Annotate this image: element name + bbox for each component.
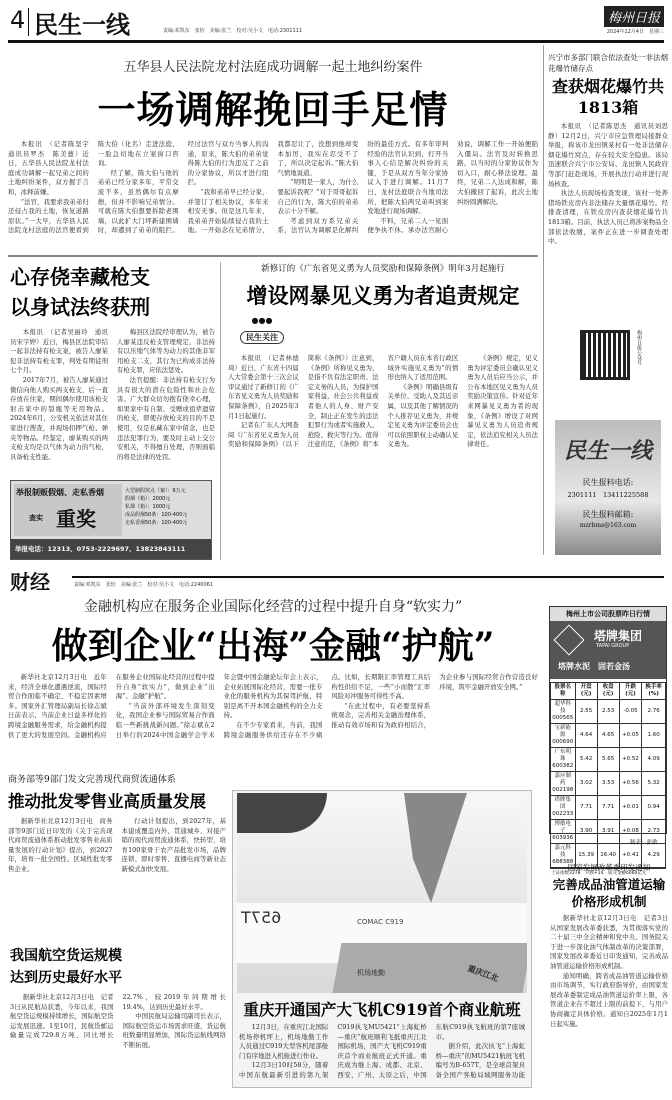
aviation-story-headline-2: 达到历史最好水平 <box>10 970 122 986</box>
stock-name: 嘉元科技 688388 <box>551 844 576 868</box>
stock-cell: 3.90 <box>575 820 597 844</box>
gun-story-headline-1: 心存侥幸藏枪支 <box>10 265 150 289</box>
c919-photo <box>237 793 527 993</box>
stock-cell: 4.65 <box>597 724 619 748</box>
stock-cell: 4.29 <box>642 844 666 868</box>
stock-credit: 制表：张敏 <box>630 840 658 846</box>
side-story-headline: 查获烟花爆竹共1813箱 <box>551 77 664 117</box>
brave-story-body: 本报讯 （记者林德琦）近日，广东省十四届人大常委会第十三次会议审议通过了新修订的《广东省见义勇为人员奖励和保障条例》，自2025年3月1日起施行。 记者在广东人大网查阅《广东省见义勇为人员奖励和保障条例》（以下简称《条例》）注意到，《条例》所称见义勇为，是指不负有法定职责、法定义务的人员，为保护国家利益、社会公共利益或者他人的人身、财产安全，制止正在发生的违法犯罪行为或者实施救人、抢险、救灾等行为。值得注意的是，《条例》将“本省户籍人员在本省行政区域外实施见义勇为”的情形也纳入了适用范围。 《条例》明确县级有关单位、受助人及其近亲属，以及其他了解情况的个人推荐见义勇为，并规定见义勇为评定委员会也可以依照职权主动确认见义勇为。 《条例》规定，见义勇为评定委员会确认见义勇为人员后应当公示，并公布本地区见义勇为人员奖励决策宣传。针对近年来网暴见义勇为者的现象，《条例》增设了对网暴见义勇为人员追责规定，依法追究相关人员法律责任。 <box>228 354 538 449</box>
sponsor-name: 塔牌集团 <box>594 629 643 643</box>
side-story <box>548 52 668 332</box>
stock-name: 宝新能源 000690 <box>551 724 576 748</box>
stock-cell: +0.41 <box>619 844 642 868</box>
stock-cell: +0.01 <box>619 796 642 820</box>
ad-hotline: 举报电话：12313、0753-2229697、13823843111 <box>11 539 211 559</box>
stock-cell: 7.71 <box>575 796 597 820</box>
promo-hotline: 2301111 13411225588 <box>567 491 649 499</box>
stock-header-row: 股票名称 开盘(元) 收盘(元) 升跌(元) 换手率(%) <box>551 683 666 700</box>
stock-cell: -0.05 <box>619 700 642 724</box>
stock-cell: 7.71 <box>597 796 619 820</box>
top-story-body: 本报讯 （记者陈坚宇 通讯员罗杰 陈美薏）近日，五华县人民法院龙村法庭成功调解一起兄弟之间的土地纠纷案件，双方握手言和，冰释前嫌。 “法官，我要求我弟弟归还侵占我的土地，恢复道路原状。”一大早，五华县人民法院龙村法庭的法官便看到陈大伯（化名）走进法庭，一脸急切地在立案窗口咨询。 经了解，陈大伯与他的弟弟已经分家多年，平常交流不多，虽然偶尔有点摩擦，但并不影响兄弟情分。可就在陈大伯想要拆除老围墙，以此扩大门坪新建围墙时，却遭到了弟弟的阻拦。经过法官与双方当事人的沟通，原来，陈大伯的弟弟觉得陈大伯的行为违反了之前的分家协议，所以才进行阻拦。 “我和弟弟早已经分家，并签订了相关协议，多年来相安无事。但是这几年来，我弟弟开始陆续侵占我的土地。一开始念在兄弟情分，我都忍让了，没想到他却变本加厉，我实在忍受不了了，所以决定起诉。”陈大伯气愤地说道。 “明明是一家人，为什么要起诉我呢？”对于哥哥起诉自己的行为，陈大伯的弟弟表示十分不解。 考虑到双方系兄弟关系，法官认为调解是化解纠纷的最佳方式。有多年审判经验的法官认识到，打开当事人心结是解决纠纷的关键，于是从双方当年分家协议入手进行调解。11月7日，龙村法庭联合当地司法所，把陈大伯两兄弟叫到案发地进行现场调解。 不料，兄弟二人一见面便争执不休。承办法官耐心劝说，调解工作一开始便陷入僵局。法官及时转换思路，以当时的分家协议作为切入口，耐心释法说理。最终，兄弟二人达成和解，陈大伯撤回了起诉，此次土地纠纷圆满解决。 <box>8 140 538 235</box>
commerce-story-headline: 推动批发零售业高质量发展 <box>8 792 206 811</box>
stock-row <box>551 700 666 724</box>
people-icon: ●●● <box>251 316 273 325</box>
side-story-kicker: 兴宁市多部门联合依法查处一非法烟花爆竹储存点 <box>548 53 668 73</box>
stock-name: 超华科技 000565 <box>551 700 576 724</box>
stock-name: 塔牌集团 002233 <box>551 796 576 820</box>
stock-cell: 5.42 <box>575 748 597 772</box>
stock-name: 博敏电子 603936 <box>551 820 576 844</box>
stock-cell: 5.65 <box>597 748 619 772</box>
stock-name: 广东明珠 600382 <box>551 748 576 772</box>
stock-row <box>551 724 666 748</box>
stock-cell: 3.02 <box>575 772 597 796</box>
promo-hotline-label: 民生报料电话: <box>582 478 634 487</box>
photo-feature <box>232 790 532 1088</box>
section-title: 民生一线 <box>34 11 130 39</box>
stock-cell: 3.53 <box>597 772 619 796</box>
aircraft-brand: COMAC C919 <box>357 918 404 926</box>
gun-story <box>10 262 215 477</box>
top-story-headline: 一场调解挽回手足情 <box>97 87 449 132</box>
credits: 责编:邓凯东 张怡 美编:张兰 校对:吴小文 电话:2301111 <box>163 28 303 34</box>
stairs-ground-logo: 机场地勤 <box>357 969 385 977</box>
stock-cell: 4.09 <box>642 748 666 772</box>
commerce-story <box>8 772 226 937</box>
commerce-story-kicker: 商务部等9部门发文完善现代商贸流通体系 <box>8 775 176 785</box>
finance-section-title: 财经 <box>10 570 50 594</box>
top-story <box>8 50 538 250</box>
stock-cell: 2.73 <box>642 820 666 844</box>
masthead <box>8 4 664 40</box>
brave-story <box>228 262 538 562</box>
stock-cell: +0.08 <box>619 820 642 844</box>
fuel-story-body: 据新华社北京12月3日电 记者3日从国家发展改革委获悉，为贯彻落实党的二十届三中全会精神和党中央、国务院关于进一步深化油气体制改革的决策部署，国家发展改革委近日印发通知，完善成品油管道运输价格形成机制。 通知明确，跨省成品油管道运输价格由市场调节，实行政府指导价，由国家发展改革委制定成品油管道运价率上限，各管道企业在不超过上限的前提下，与用户协商确定具体价格。通知自2025年1月1日起实施。 <box>550 914 668 1028</box>
finance-story <box>8 596 538 766</box>
stock-cell: +0.56 <box>619 772 642 796</box>
gun-story-body: 本报讯 （记者吴丽玲 通讯员宋字婷）近日，梅县区法院审结一起非法持有枪支案，被告人廖某犯非法持有枪支罪，判处有期徒刑七个月。 2017年7月，被告人廖某通过微信向他人购买两支枪支，后一直存放在住家，期间偶尔使用该枪支射击家中的裂瓶等无用物品。2024年6月，公安机关依法对其住家进行搜查，并现场扣押气枪、弹夹等物品。经鉴定，廖某购买的两支枪支均是以气体为动力的气枪，具备枪支性能。 梅县区法院经审理认为，被告人廖某违反枪支管理规定，非法持有以压缩气体等为动力的其他非军用枪支二支，其行为已构成非法持有枪支罪，应依法惩处。 法官提醒：非法持有枪支行为具有很大的潜在危险性和社会危害。广大群众切勿抱有侥幸心理，如果家中有自制、受赠或祖辈遗留的枪支，即使存放枪支的目的不是使用，仅是私藏在家中留念，也是违法犯罪行为，要及时主动上交公安机关，不得擅自处理，否则面临的将是法律的处罚。 <box>10 328 215 461</box>
sponsor-banner <box>550 621 666 679</box>
stock-footer: 上证指数3378 升跌+14 成交金额6060亿元 <box>550 868 666 877</box>
stock-cell: 2.55 <box>575 700 597 724</box>
brave-story-headline: 增设网暴见义勇为者追责规定 <box>246 283 520 308</box>
finance-story-headline: 做到企业“出海”金融“护航” <box>51 625 495 667</box>
ad-verify: 查实 <box>29 514 43 522</box>
paper-logo: 梅州日报 <box>604 6 664 27</box>
stock-cell: 15.39 <box>575 844 597 868</box>
stock-cell: 16.40 <box>597 844 619 868</box>
stock-cell: 4.64 <box>575 724 597 748</box>
promo-box <box>555 420 661 555</box>
top-story-kicker: 五华县人民法院龙村法庭成功调解一起土地纠纷案件 <box>123 60 423 75</box>
brave-story-kicker: 新修订的《广东省见义勇为人员奖励和保障条例》明年3月起施行 <box>261 264 505 274</box>
photo-caption-body: 12月3日，在重庆江北国际机场停机坪上，机场地勤工作人员通过C919大型客机尾部舱门有序地进入机舱进行作业。 12月3日10时58分，随着中国东航最新引进的第九架C919执飞MU5421“上海虹桥—重庆”航班顺利飞抵重庆江北国际机场，国产大飞机C919重庆首个商业航班正式开通。重庆成为继上海、成都、北京、西安、广州、太原之后，中国东航C919执飞航班的第7座城市。 据介绍，此次执飞“上海虹桥—重庆”的MU5421航班飞机编号为B-657T，是全球首架具备全国产客舱局域网服务功能 <box>239 1023 525 1079</box>
promo-email-label: 民生报料邮箱: <box>582 510 634 519</box>
report-ad <box>10 480 212 560</box>
stock-cell: 3.91 <box>597 820 619 844</box>
stock-name: 嘉应制药 002198 <box>551 772 576 796</box>
promo-email: mzrbms@163.com <box>579 522 637 529</box>
ad-title: 举报制贩假烟、走私香烟 <box>16 488 104 497</box>
finance-story-kicker: 金融机构应在服务企业国际化经营的过程中提升自身“软实力” <box>83 599 463 615</box>
stairs-sign: 重庆江北 <box>466 963 500 984</box>
promo-title: 民生一线 <box>563 438 652 464</box>
ad-reward-list: 大型制假窝点（案）：6万元 假烟（箱）：2000元 私烟（箱）：1000元 成品假烟50条：100-400元 走私香烟50条：100-400元 <box>125 488 188 526</box>
fuel-story-headline: 完善成品油管道运输价格形成机制 <box>552 877 666 909</box>
fuel-story-kicker: 国家发展改革委印发通知 <box>567 863 651 872</box>
stock-cell: 0.94 <box>642 796 666 820</box>
finance-header <box>8 566 664 592</box>
stock-cell: 1.60 <box>642 724 666 748</box>
stock-title: 梅州上市公司股票昨日行情 <box>550 607 666 621</box>
aviation-story-headline-1: 我国航空货运规模 <box>10 948 122 964</box>
stock-cell: +0.52 <box>619 748 642 772</box>
brave-story-badge: ●●● 民生关注 <box>232 316 292 346</box>
issue-date: 2024年12月4日 星期三 <box>606 29 664 35</box>
ad-reward: 重奖 <box>56 507 96 531</box>
finance-credits: 责编:邓凯东 张怡 美编:张兰 校对:吴小文 电话:2240061 <box>74 582 214 588</box>
stock-row <box>551 772 666 796</box>
side-story-body: 本报讯 （记者陈思杰 通讯员刘思静）12月2日，兴宁市应急管理局接群众举报，称该市龙田镇某村有一处非法储存烟花爆竹窝点，存在较大安全隐患。该局迅速联合兴宁市公安局、龙田镇人民政府等部门赶赴现场，开展执法行动并进行现场核查。 执法人员现场检查发现，该村一处养猪场铁皮房内非法储存大量烟花爆竹。经排查清理，在铁皮房内查获烟花爆竹共1813箱。目前，执法人员已将涉案物品全部依法收缴，案件正在进一步调查处理中。 <box>548 122 668 246</box>
stock-cell: +0.05 <box>619 724 642 748</box>
photo-caption-title: 重庆开通国产大飞机C919首个商业航班 <box>243 1000 521 1019</box>
commerce-story-body: 据新华社北京12月3日电 商务部等9部门近日印发的《关于完善现代商贸流通体系推动批发零售业高质量发展的行动计划》提出，到2027年，培育一批全国性、区域性批发零售企业。 行动计划提出，到2027年，基本建成覆盖内外、贯通城乡、对接产销的现代商贸流通体系，快转型，培育100家骨干农产品批发市场，品牌连锁、即时零售、直播电商等新业态新模式加快发展。 <box>8 817 226 873</box>
stock-row <box>551 796 666 820</box>
stock-cell: 5.32 <box>642 772 666 796</box>
qr-code[interactable] <box>580 330 630 380</box>
aviation-story <box>10 945 226 1095</box>
sponsor-slogan: 塔牌水泥 固若金汤 <box>558 662 630 671</box>
finance-story-body: 新华社北京12月3日电 近年来，经济全球化遭遇逆流，国际经贸合作面临不确定、不稳定因素增多。国家外汇管理局副局长徐志斌日前表示，当前企业日益多样化的跨境金融服务需求，给金融机构提供了更大的发展空间。金融机构应在服务企业国际化经营的过程中提升自身“软实力”，做到企业“出海”、金融“护航”。 “当前外部环境发生深刻变化，我国企业参与国际贸易合作面临一些新挑战新问题。”徐志斌在2日举行的2024中国金融学会学术年会暨中国金融论坛年会上表示，企业拓展国际化经营，需要一批专业化的服务机构为其保驾护航，特别是离不开本国金融机构的全力支持。 在不少专家看来，当前，我国跨境金融服务供给还存在不少痛点。比如，长期限汇率管理工具结构性供给不足，一些“小而散”汇率风险对冲服务可得性不高。 “在此过程中，有必要坚持系统观念，完善相关金融治理体系，推动有效市场和有为政府相结合，为企业参与国际经贸合作营造良好环境，筑牢金融开放安全网。” <box>8 673 538 739</box>
qr-caption: 梅州日报公众号 <box>636 330 642 365</box>
page-number: 4 <box>10 6 26 34</box>
stock-cell: 2.76 <box>642 700 666 724</box>
tower-logo-icon <box>553 624 584 655</box>
gun-story-headline-2: 以身试法终获刑 <box>10 295 150 319</box>
aviation-story-body: 据新华社北京12月3日电 记者3日从民航局获悉，今年以来，我国航空货运规模持续增长，国际航空货运发展迅速。1至10月，民航货邮运输量完成729.8万吨，同比增长22.7%，较2019年同期增长19.4%，达到历史最好水平。 中国民航局运输司副司长表示，国际航空货运市场需求旺盛，货运航班数量明显增加，国际货运航线网络不断拓展。 <box>10 993 226 1049</box>
sponsor-en: TAPAI GROUP <box>596 643 630 649</box>
fuel-story <box>550 862 668 1097</box>
stock-row <box>551 748 666 772</box>
aircraft-registration: 657T <box>241 908 282 927</box>
stock-cell: 2.53 <box>597 700 619 724</box>
